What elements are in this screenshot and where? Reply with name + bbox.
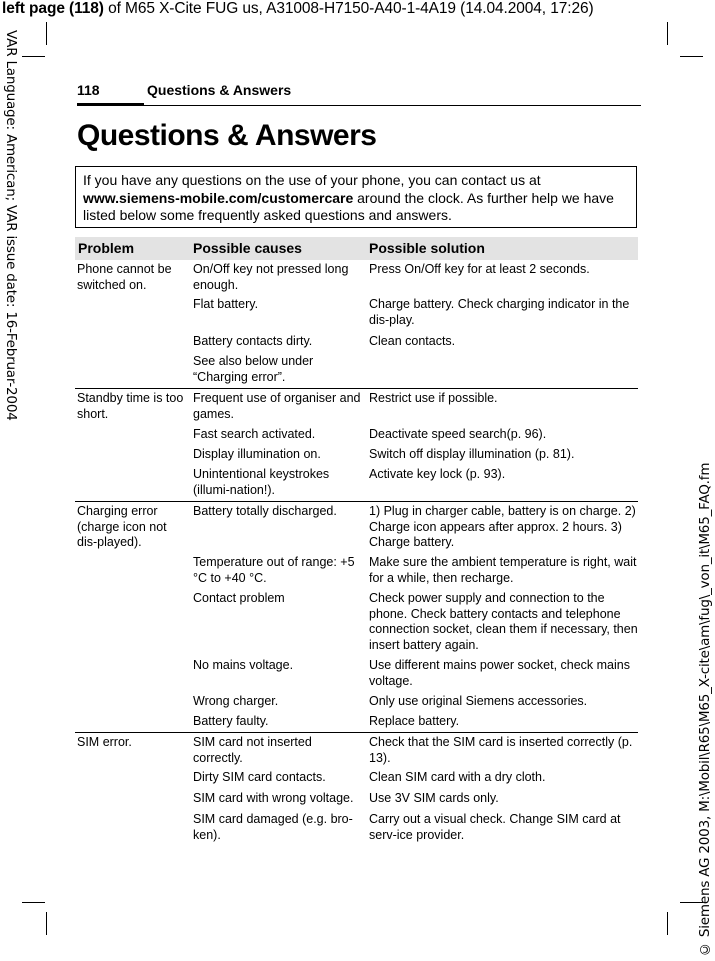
column-header-causes: Possible causes [193, 240, 302, 256]
cause-cell: SIM card with wrong voltage. [193, 791, 354, 805]
solution-cell: Check that the SIM card is inserted correctly (p. 13). [369, 735, 633, 765]
cause-cell: On/Off key not pressed long enough. [193, 262, 349, 292]
solution-cell: Clean SIM card with a dry cloth. [369, 770, 546, 784]
problem-cell: Phone cannot be switched on. [77, 262, 172, 292]
solution-cell: Make sure the ambient temperature is right, wait for a while, then recharge. [369, 555, 637, 585]
solution-cell: Press On/Off key for at least 2 seconds. [369, 262, 590, 276]
solution-cell: 1) Plug in charger cable, battery is on charge. 2) Charge icon appears after approx. 2 hours. 3) Charge battery. [369, 504, 636, 550]
solution-cell: Activate key lock (p. 93). [369, 467, 506, 481]
cause-cell: Fast search activated. [193, 427, 316, 441]
crop-mark [46, 912, 47, 935]
solution-cell: Replace battery. [369, 714, 460, 728]
document-header-page: left page (118) [2, 0, 104, 17]
solution-cell: Restrict use if possible. [369, 391, 498, 405]
page-number: 118 [77, 82, 100, 98]
document-header [2, 0, 594, 18]
running-section-title: Questions & Answers [147, 82, 292, 98]
cause-cell: Battery totally discharged. [193, 504, 337, 518]
solution-cell: Switch off display illumination (p. 81). [369, 447, 575, 461]
table-group [75, 501, 638, 736]
intro-text-end: around the clock. As further help we have listed below some frequently asked questions and answers. [83, 189, 614, 223]
cause-cell: See also below under “Charging error”. [193, 354, 314, 384]
solution-cell: Check power supply and connection to the phone. Check battery contacts and telephone connection socket, clean them if necessary, then insert battery again. [369, 591, 638, 652]
cause-cell: Battery faulty. [193, 714, 269, 728]
cause-cell: No mains voltage. [193, 658, 294, 672]
table-group [75, 732, 638, 845]
cause-cell: Display illumination on. [193, 447, 321, 461]
cause-cell: Unintentional keystrokes (illumi-nation!). [193, 467, 330, 497]
table-header [75, 237, 638, 260]
solution-cell: Deactivate speed search(p. 96). [369, 427, 547, 441]
solution-cell: Clean contacts. [369, 334, 456, 348]
table-group [75, 260, 638, 384]
solution-cell: Carry out a visual check. Change SIM card at serv-ice provider. [369, 812, 621, 842]
page-title: Questions & Answers [77, 119, 377, 152]
side-note-right: © Siemens AG 2003, M:\Mobil\R65\M65_X-cite\am\fug\_von_it\M65_FAQ.fm [697, 462, 713, 957]
solution-cell: Use 3V SIM cards only. [369, 791, 499, 805]
cause-cell: Temperature out of range: +5 °C to +40 °C. [193, 555, 355, 585]
crop-mark [667, 912, 668, 935]
crop-mark [22, 902, 45, 903]
crop-mark [22, 56, 45, 57]
cause-cell: Battery contacts dirty. [193, 334, 313, 348]
problem-cell: Charging error (charge icon not dis-played). [77, 504, 167, 550]
crop-mark [680, 56, 703, 57]
problem-cell: SIM error. [77, 735, 132, 749]
cause-cell: Flat battery. [193, 297, 259, 311]
crop-mark [46, 22, 47, 45]
document-header-info: of M65 X-Cite FUG us, A31008-H7150-A40-1-4A19 (14.04.2004, 17:26) [103, 0, 594, 17]
cause-cell: Dirty SIM card contacts. [193, 770, 326, 784]
cause-cell: Contact problem [193, 591, 285, 605]
cause-cell: SIM card not inserted correctly. [193, 735, 312, 765]
customercare-link: www.siemens-mobile.com/customercare [83, 189, 354, 206]
column-header-problem: Problem [78, 240, 135, 256]
cause-cell: Wrong charger. [193, 694, 279, 708]
intro-box [75, 166, 637, 228]
side-note-left: VAR Language: American; VAR issue date: 16-Februar-2004 [3, 30, 19, 421]
crop-mark [667, 22, 668, 45]
solution-cell: Only use original Siemens accessories. [369, 694, 588, 708]
cause-cell: SIM card damaged (e.g. bro-ken). [193, 812, 353, 842]
table-group [75, 388, 638, 501]
column-header-solution: Possible solution [369, 240, 485, 256]
intro-text-start: If you have any questions on the use of your phone, you can contact us at [83, 172, 541, 188]
header-rule [144, 105, 641, 106]
problem-cell: Standby time is too short. [77, 391, 184, 421]
solution-cell: Use different mains power socket, check mains voltage. [369, 658, 630, 688]
header-rule-thick [77, 103, 144, 106]
cause-cell: Frequent use of organiser and games. [193, 391, 361, 421]
solution-cell: Charge battery. Check charging indicator in the dis-play. [369, 297, 630, 327]
